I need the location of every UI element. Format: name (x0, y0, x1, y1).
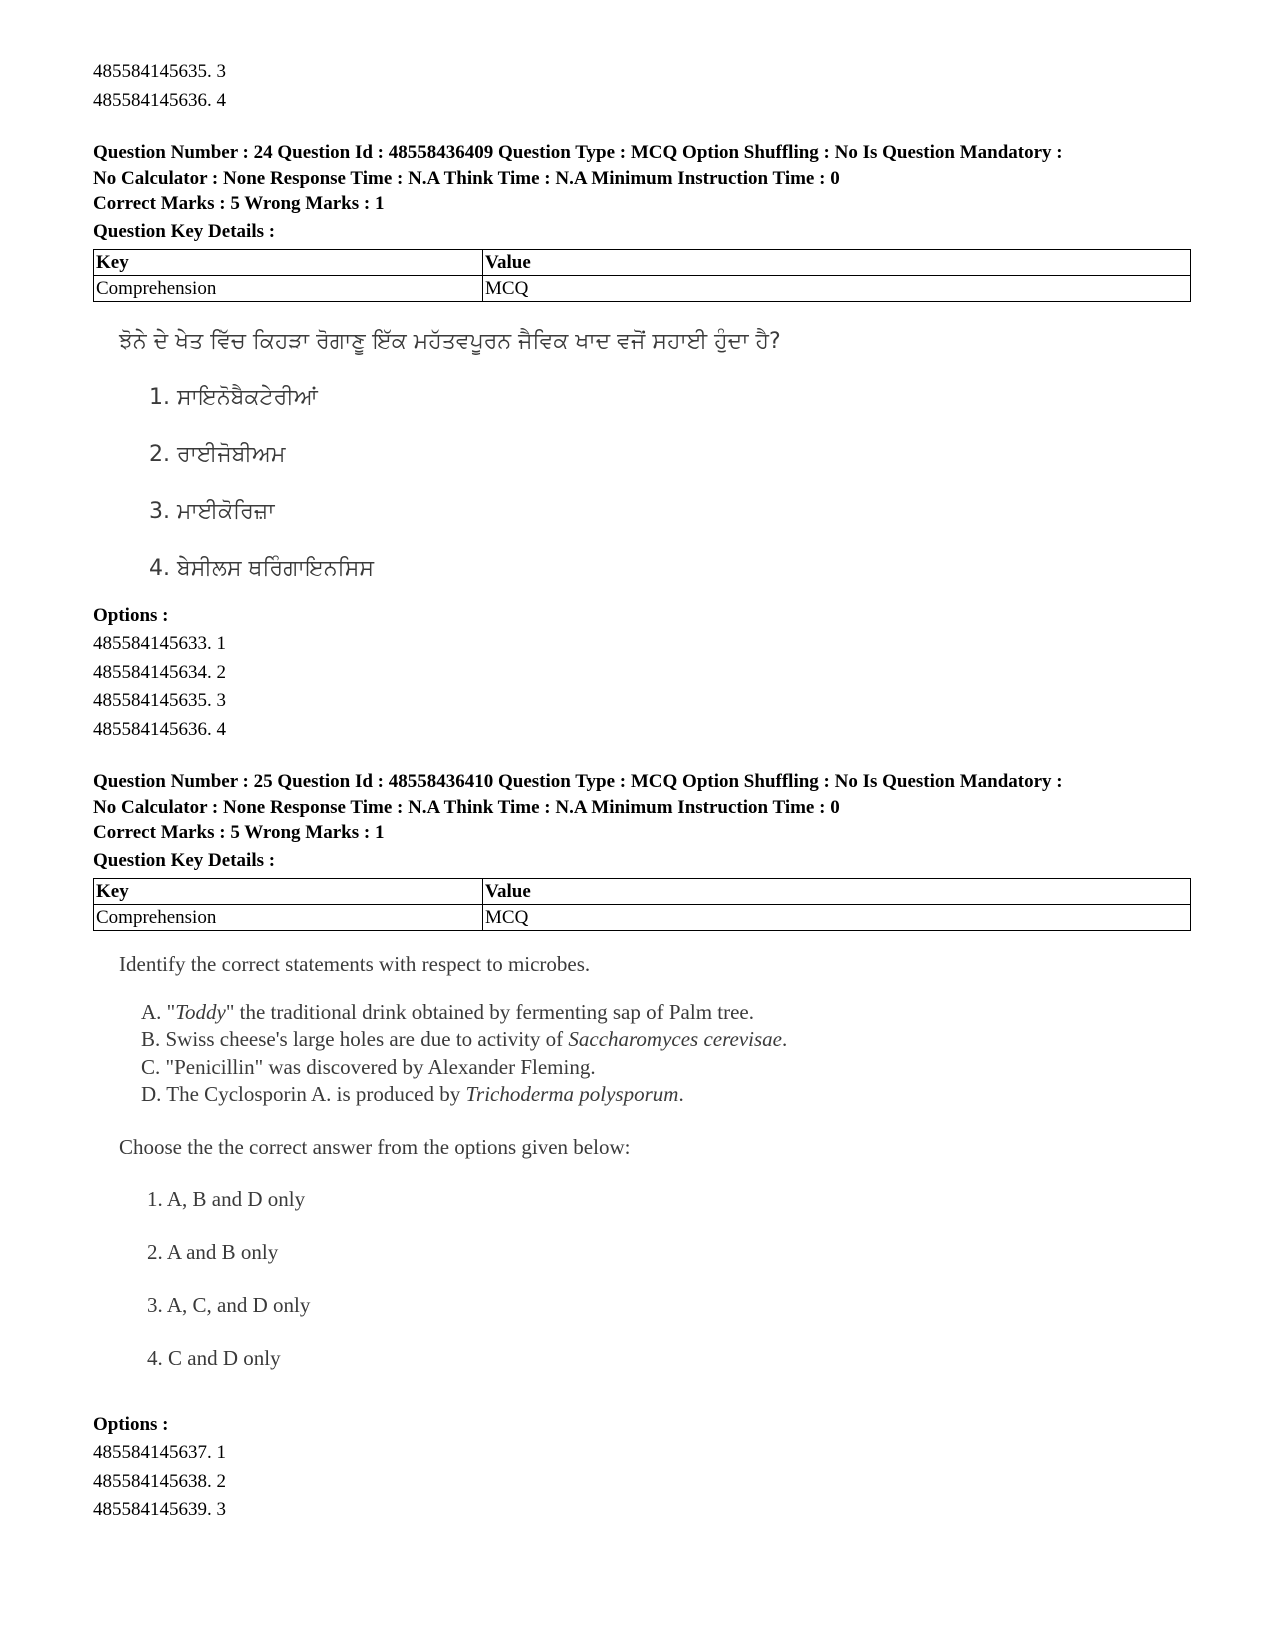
marks-line: Correct Marks : 5 Wrong Marks : 1 (93, 821, 385, 843)
question-header-line2: No Calculator : None Response Time : N.A Think Time : N.A Minimum Instruction Time : 0 (93, 167, 840, 189)
options-label: Options : (93, 604, 169, 626)
option-line: 485584145637. 1 (93, 1442, 226, 1463)
table-header-value: Value (483, 249, 1191, 275)
option-line: 485584145635. 3 (93, 690, 226, 711)
question-option: 3. ਮਾਈਕੋਰਿਜ਼ਾ (149, 498, 275, 524)
question-option: 2. A and B only (147, 1239, 279, 1264)
table-header-row (94, 878, 1191, 904)
statement-a: A. "Toddy" the traditional drink obtained by fermenting sap of Palm tree. (141, 999, 755, 1024)
option-line: 485584145636. 4 (93, 718, 226, 740)
key-details-label: Question Key Details : (93, 850, 276, 871)
option-line: 485584145634. 2 (93, 661, 226, 683)
question-option: 2. ਰਾਈਜੋਬੀਅਮ (149, 441, 286, 467)
table-cell-value: MCQ (483, 904, 1191, 930)
table-cell-key: Comprehension (94, 904, 483, 930)
question-image (119, 302, 1193, 602)
question-option: 4. ਬੇਸੀਲਸ ਥਰਿੰਗਾਇਨਸਿਸ (149, 555, 375, 581)
option-line: 485584145633. 1 (93, 633, 226, 654)
question-option: 1. ਸਾਇਨੋਬੈਕਟੇਰੀਆਂ (149, 384, 318, 410)
statement-c: C. "Penicillin" was discovered by Alexander Fleming. (141, 1054, 596, 1079)
statement-d: D. The Cyclosporin A. is produced by Trichoderma polysporum. (141, 1082, 684, 1106)
key-details-label: Question Key Details : (93, 221, 276, 242)
table-row (94, 904, 1191, 930)
question-24 (93, 139, 1193, 744)
question-stem: Identify the correct statements with respect to microbes. (119, 951, 591, 976)
question-header-line2: No Calculator : None Response Time : N.A Think Time : N.A Minimum Instruction Time : 0 (93, 796, 840, 818)
table-header-key: Key (94, 878, 483, 904)
question-header-line1: Question Number : 25 Question Id : 48558436410 Question Type : MCQ Option Shuffling : No Is Question Mandatory : (93, 771, 1063, 792)
question-option: 4. C and D only (147, 1345, 281, 1370)
question-stem: ਝੋਨੇ ਦੇ ਖੇਤ ਵਿੱਚ ਕਿਹੜਾ ਰੋਗਾਣੂ ਇੱਕ ਮਹੱਤਵਪੂਰਨ ਜੈਵਿਕ ਖਾਦ ਵਜੋਂ ਸਹਾਈ ਹੁੰਦਾ ਹੈ? (119, 328, 781, 354)
key-details-table (93, 249, 1191, 302)
table-header-key: Key (94, 249, 483, 275)
key-details-table (93, 878, 1191, 931)
question-option: 1. A, B and D only (147, 1186, 306, 1211)
option-line: 485584145636. 4 (93, 89, 226, 111)
table-header-value: Value (483, 878, 1191, 904)
option-line: 485584145635. 3 (93, 61, 226, 82)
question-option: 3. A, C, and D only (147, 1292, 311, 1317)
table-cell-key: Comprehension (94, 275, 483, 301)
table-cell-value: MCQ (483, 275, 1191, 301)
document-page (93, 58, 1193, 1525)
option-line: 485584145638. 2 (93, 1470, 226, 1492)
question-header-line1: Question Number : 24 Question Id : 48558436409 Question Type : MCQ Option Shuffling : No Is Question Mandatory : (93, 142, 1063, 163)
question-image (119, 931, 1193, 1411)
statement-b: B. Swiss cheese's large holes are due to activity of Saccharomyces cerevisae. (141, 1027, 788, 1051)
marks-line: Correct Marks : 5 Wrong Marks : 1 (93, 192, 385, 214)
table-header-row (94, 249, 1191, 275)
question-25 (93, 768, 1193, 1525)
options-label: Options : (93, 1413, 169, 1435)
choose-instruction: Choose the the correct answer from the options given below: (119, 1134, 631, 1159)
option-line: 485584145639. 3 (93, 1499, 226, 1520)
table-row (94, 275, 1191, 301)
